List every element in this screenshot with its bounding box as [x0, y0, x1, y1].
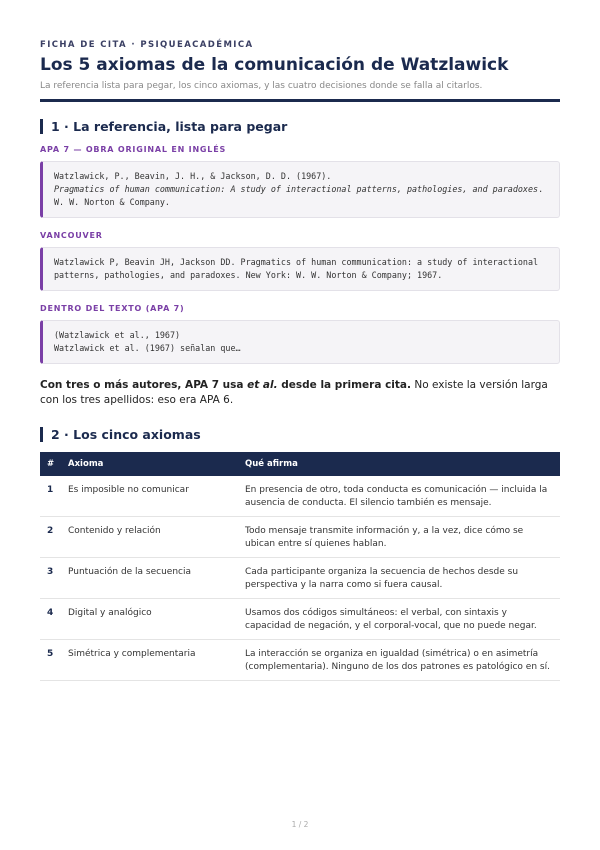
intext-line-2: Watzlawick et al. (1967) señalan que…: [54, 343, 241, 353]
page-subtitle: La referencia lista para pegar, los cinco axiomas, y las cuatro decisiones donde se falla al citarlos.: [40, 81, 483, 91]
table-row: [40, 599, 560, 640]
row-number: 3: [40, 558, 62, 599]
column-header-number: #: [47, 459, 55, 469]
row-claim: En presencia de otro, toda conducta es comunicación — incluida la ausencia de conducta. El silencio también es mensaje.: [239, 476, 560, 517]
section-bar: [40, 427, 43, 442]
row-axiom: Puntuación de la secuencia: [62, 558, 239, 599]
table-row: [40, 476, 560, 517]
row-axiom: Contenido y relación: [62, 517, 239, 558]
table-row: [40, 517, 560, 558]
row-claim: Usamos dos códigos simultáneos: el verbal, con sintaxis y capacidad de negación, y el corporal-vocal, que no puede negar.: [239, 599, 560, 640]
page-title: Los 5 axiomas de la comunicación de Watzlawick: [40, 55, 509, 75]
vancouver-reference-box[interactable]: [40, 247, 560, 291]
apa-book-title: Pragmatics of human communication: A study of interactional patterns, pathologies, and paradoxes: [54, 184, 539, 194]
apa-label: APA 7 — OBRA ORIGINAL EN INGLÉS: [40, 145, 227, 154]
row-claim: Cada participante organiza la secuencia de hechos desde su perspectiva y la narra como si fuera causal.: [239, 558, 560, 599]
section-1-title: 1 · La referencia, lista para pegar: [51, 119, 288, 134]
note-bold-1: Con tres o más autores, APA 7 usa: [40, 379, 248, 391]
section-2-header: [40, 427, 560, 442]
apa-line-2: [54, 183, 549, 209]
note-bold-2: desde la primera cita.: [277, 379, 411, 391]
vancouver-text: Watzlawick P, Beavin JH, Jackson DD. Pragmatics of human communication: a study of interactional patterns, pathologies, and paradoxes. New York: W. W. Norton & Company; 1967.: [54, 257, 539, 280]
row-axiom: Digital y analógico: [62, 599, 239, 640]
intext-reference-box[interactable]: [40, 320, 560, 364]
row-number: 2: [40, 517, 62, 558]
vancouver-label: VANCOUVER: [40, 231, 103, 240]
row-number: 5: [40, 640, 62, 681]
apa-reference-box[interactable]: [40, 161, 560, 218]
section-1-header: [40, 119, 560, 134]
note-rest: No existe la versión larga con los tres apellidos: eso era APA 6.: [40, 379, 548, 406]
row-claim: La interacción se organiza en igualdad (simétrica) o en asimetría (complementaria). Ninguno de los dos patrones es patológico en sí.: [239, 640, 560, 681]
header-rule: [40, 99, 560, 102]
page: [40, 40, 560, 681]
axioms-table: [40, 452, 560, 681]
table-header-row: [40, 452, 560, 476]
apa-note: [40, 378, 560, 408]
row-axiom: Simétrica y complementaria: [62, 640, 239, 681]
table-row: [40, 640, 560, 681]
row-number: 1: [40, 476, 62, 517]
column-header-axiom: Axioma: [68, 459, 104, 469]
apa-publisher: . W. W. Norton & Company.: [54, 184, 544, 207]
section-bar: [40, 119, 43, 134]
apa-line-1: Watzlawick, P., Beavin, J. H., & Jackson, D. D. (1967).: [54, 171, 332, 181]
intext-label: DENTRO DEL TEXTO (APA 7): [40, 304, 185, 313]
row-axiom: Es imposible no comunicar: [62, 476, 239, 517]
intext-line-1: (Watzlawick et al., 1967): [54, 330, 181, 340]
row-number: 4: [40, 599, 62, 640]
page-number: 1 / 2: [291, 820, 309, 829]
note-bold-italic: et al.: [247, 379, 278, 391]
eyebrow: FICHA DE CITA · PSIQUEACADÉMICA: [40, 40, 254, 50]
row-claim: Todo mensaje transmite información y, a la vez, dice cómo se ubican entre sí quienes hablan.: [239, 517, 560, 558]
table-row: [40, 558, 560, 599]
column-header-claim: Qué afirma: [245, 459, 298, 469]
section-2-title: 2 · Los cinco axiomas: [51, 427, 201, 442]
